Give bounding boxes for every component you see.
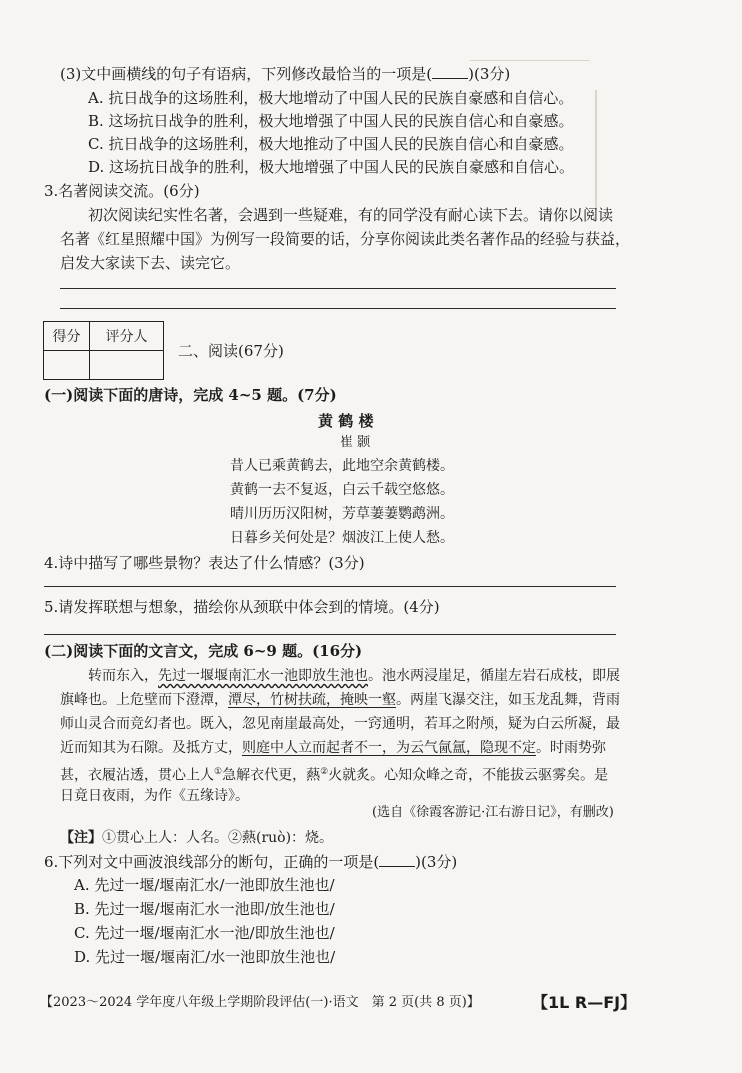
answer-line bbox=[60, 308, 616, 309]
answer-line bbox=[60, 288, 616, 289]
option-b: B. 先过一堰/堰南汇水一池即/放生池也/ bbox=[74, 900, 335, 918]
poem-title: 黄 鹤 楼 bbox=[318, 412, 374, 430]
question-3-sub-stem: (3)文中画横线的句子有语病，下列修改最恰当的一项是( )(3分) bbox=[60, 65, 511, 83]
answer-line bbox=[44, 634, 616, 635]
passage-source: (选自《徐霞客游记·江右游日记》，有删改) bbox=[372, 805, 614, 820]
section-title: 二、阅读(67分) bbox=[178, 342, 284, 360]
passage-line: 转而东入，先过一堰堰南汇水一池即放生池也。池水两浸崖足，循崖左岩石成枝，即展 bbox=[88, 668, 620, 684]
exam-code: 【1L R—FJ】 bbox=[532, 993, 637, 1012]
question-5: 5.请发挥联想与想象，描绘你从颈联中体会到的情境。(4分) bbox=[44, 598, 440, 616]
part-1-title: (一)阅读下面的唐诗，完成 4~5 题。(7分) bbox=[44, 386, 337, 404]
score-cell bbox=[44, 351, 90, 380]
grader-cell bbox=[90, 351, 164, 380]
passage-line: 近而知其为石隙。及抵方丈，则庭中人立而起者不一，为云气氤氲，隐现不定。时雨势弥 bbox=[60, 740, 606, 756]
question-3-paragraph-line-2: 名著《红星照耀中国》为例写一段简要的话，分享你阅读此类名著作品的经验与获益， bbox=[60, 230, 631, 248]
underlined-phrase: 潭尽，竹树扶疏，掩映一壑 bbox=[228, 692, 396, 708]
underlined-phrase: 则庭中人立而起者不一，为云气氤氲，隐现不定 bbox=[242, 740, 536, 756]
answer-line bbox=[44, 586, 616, 587]
question-3-paragraph-line-3: 启发大家读下去、读完它。 bbox=[60, 254, 241, 272]
part-2-title: (二)阅读下面的文言文，完成 6~9 题。(16分) bbox=[44, 642, 363, 660]
passage-line: 旗峰也。上危壁而下澄潭，潭尽，竹树扶疏，掩映一壑。两崖飞瀑交注，如玉龙乱舞，背雨 bbox=[60, 692, 620, 708]
passage-line: 甚，衣履沾透，贯心上人①急解衣代更，爇②火就炙。心知众峰之奇，不能拔云驱雾矣。是 bbox=[60, 767, 609, 784]
option-d: D. 先过一堰/堰南汇/水一池即放生池也/ bbox=[74, 948, 336, 966]
poem-author: 崔 颢 bbox=[340, 435, 371, 450]
poem-line: 昔人已乘黄鹤去，此地空余黄鹤楼。 bbox=[230, 458, 454, 474]
question-3-title: 3.名著阅读交流。(6分) bbox=[44, 182, 200, 200]
question-6-stem: 6.下列对文中画波浪线部分的断句，正确的一项是( )(3分) bbox=[44, 853, 458, 871]
option-d: D. 这场抗日战争的胜利，极大地增强了中国人民的民族自豪感和自信心。 bbox=[88, 158, 575, 176]
poem-line: 晴川历历汉阳树，芳草萋萋鹦鹉洲。 bbox=[230, 506, 454, 522]
score-label: 得分 bbox=[44, 322, 90, 351]
wavy-underlined-phrase: 先过一堰堰南汇水一池即放生池也 bbox=[158, 668, 368, 684]
poem-line: 黄鹤一去不复返，白云千载空悠悠。 bbox=[230, 482, 454, 498]
passage-line: 师山灵合而竞幻者也。既入，忽见南崖最高处，一窍通明，若耳之附颅，疑为白云所凝，最 bbox=[60, 716, 620, 732]
score-box bbox=[43, 321, 164, 380]
passage-line: 日竟日夜雨，为作《五缘诗》。 bbox=[60, 788, 249, 804]
question-3-paragraph-line-1: 初次阅读纪实性名著，会遇到一些疑难，有的同学没有耐心读下去。请你以阅读 bbox=[88, 206, 614, 224]
question-4: 4.诗中描写了哪些景物？表达了什么情感？(3分) bbox=[44, 554, 365, 572]
page-footer: 【2023～2024 学年度八年级上学期阶段评估(一)·语文 第 2 页(共 8 页)】 bbox=[40, 995, 480, 1010]
option-a: A. 先过一堰/堰南汇水/一池即放生池也/ bbox=[74, 876, 335, 894]
bleed-through-mark bbox=[595, 90, 597, 210]
passage-note: 【注】①贯心上人：人名。②爇(ruò)：烧。 bbox=[60, 830, 334, 846]
bleed-through-mark bbox=[470, 60, 590, 61]
grader-label: 评分人 bbox=[90, 322, 164, 351]
option-a: A. 抗日战争的这场胜利，极大地增动了中国人民的民族自豪感和自信心。 bbox=[88, 89, 574, 107]
option-b: B. 这场抗日战争的胜利，极大地增强了中国人民的民族自信心和自豪感。 bbox=[88, 112, 574, 130]
option-c: C. 先过一堰/堰南汇水一池/即放生池也/ bbox=[74, 924, 335, 942]
poem-line: 日暮乡关何处是？烟波江上使人愁。 bbox=[230, 530, 454, 546]
option-c: C. 抗日战争的这场胜利，极大地推动了中国人民的民族自信心和自豪感。 bbox=[88, 135, 574, 153]
